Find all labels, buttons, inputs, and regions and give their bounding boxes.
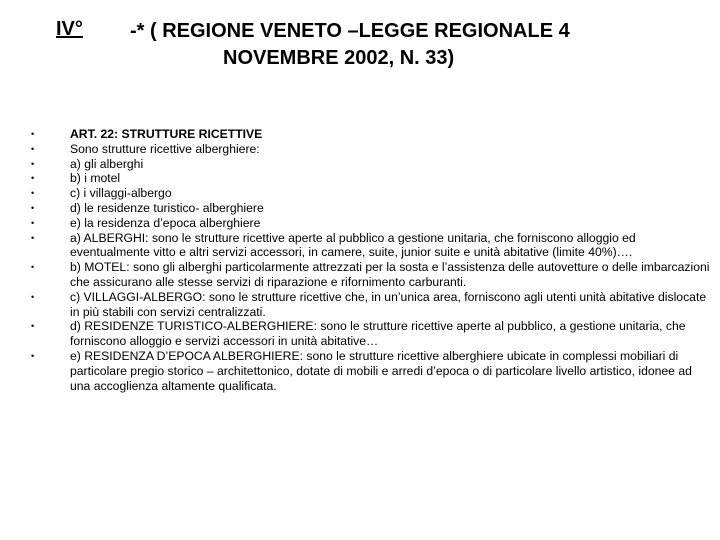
bullet-icon: • <box>31 143 35 154</box>
list-item <box>28 319 713 349</box>
list-item <box>28 231 713 261</box>
list-item-text: b) i motel <box>70 171 121 186</box>
title-line-2: NOVEMBRE 2002, N. 33) <box>223 47 455 69</box>
bullet-icon: • <box>31 262 35 273</box>
list-item <box>28 171 713 186</box>
bullet-icon: • <box>31 217 35 228</box>
bullet-icon: • <box>31 158 35 169</box>
list-item-text: a) gli alberghi <box>70 156 144 171</box>
bullet-icon: • <box>31 232 35 243</box>
list-item <box>28 290 713 320</box>
list-item <box>28 216 713 231</box>
list-item <box>28 127 713 142</box>
bullet-icon: • <box>31 129 35 139</box>
bullet-icon: • <box>31 291 35 302</box>
list-item <box>28 142 713 157</box>
slide-title <box>130 18 700 72</box>
list-item-text: ART. 22: STRUTTURE RICETTIVE <box>70 127 263 141</box>
bullet-icon: • <box>31 321 35 332</box>
bullet-list <box>28 127 713 393</box>
list-item-text: d) RESIDENZE TURISTICO-ALBERGHIERE: sono le strutture ricettive aperte al pubblico, a gestione unitaria, che forniscono alloggio e servizi accessori in unità abitative… <box>70 319 686 349</box>
list-item <box>28 260 713 290</box>
list-item-text: d) le residenze turistico- alberghiere <box>70 200 264 215</box>
title-prefix: -* ( REGIONE VENETO – <box>130 20 359 42</box>
list-item-text: b) MOTEL: sono gli alberghi particolarmente attrezzati per la sosta e l’assistenza delle autovetture o delle imbarcazioni che assicurano alle stesse servizi di riparazione e rifornimento carburanti. <box>70 260 710 289</box>
list-item-text: a) ALBERGHI: sono le strutture ricettive aperte al pubblico a gestione unitaria, che forniscono alloggio ed eventualmente vitto e altri servizi accessori, in camere, suite, junior suite e unità abitative (limite 40%)…. <box>70 230 636 260</box>
bullet-icon: • <box>31 173 35 184</box>
list-item <box>28 201 713 216</box>
bullet-icon: • <box>31 188 35 199</box>
list-item <box>28 349 713 393</box>
title-bold-part: LEGGE REGIONALE 4 <box>358 20 570 42</box>
list-item-text: Sono strutture ricettive alberghiere: <box>70 141 260 156</box>
list-item-text: e) RESIDENZA D’EPOCA ALBERGHIERE: sono le strutture ricettive alberghiere ubicate in complessi mobiliari di particolare pregio storico – architettonico, dotate di mobili e arredi d’epoca o di particolare livello artistico, idonee ad una accoglienza altamente qualificata. <box>70 348 692 393</box>
list-item <box>28 186 713 201</box>
section-number: IV° <box>56 18 83 40</box>
list-item-text: e) la residenza d’epoca alberghiere <box>70 215 261 230</box>
list-item-text: c) i villaggi-albergo <box>70 186 172 201</box>
bullet-icon: • <box>31 202 35 213</box>
list-item-text: c) VILLAGGI-ALBERGO: sono le strutture ricettive che, in un’unica area, forniscono agli utenti unità abitative dislocate in più stabili con servizi centralizzati. <box>70 289 707 319</box>
list-item <box>28 157 713 172</box>
title-line-1 <box>130 20 570 42</box>
bullet-icon: • <box>31 350 35 361</box>
